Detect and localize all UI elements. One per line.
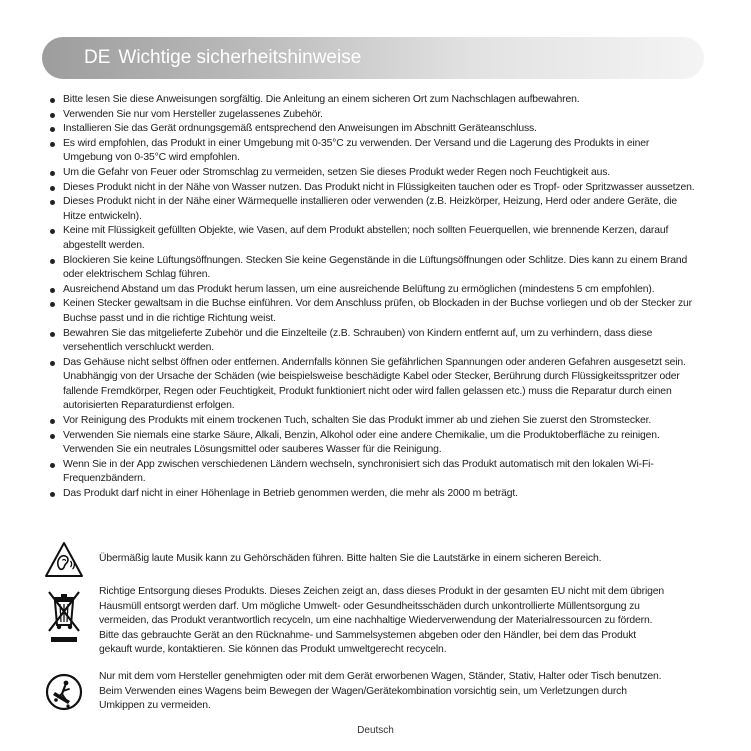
list-item: Verwenden Sie niemals eine starke Säure, Alkali, Benzin, Alkohol oder eine andere Chemikalie, um die Produktoberfläche zu reinigen. Verwenden Sie ein neutrales Lösungsmittel oder sauberes Wasser für die Reinigung. <box>49 429 701 458</box>
list-item: Keine mit Flüssigkeit gefüllten Objekte, wie Vasen, auf dem Produkt abstellen; noch sollten Feuerquellen, wie brennende Kerzen, darauf abgestellt werden. <box>49 224 701 253</box>
weee-text-line: vermeiden, das Produkt verantwortlich recyceln, um eine nachhaltige Wiederverwendung der Materialressourcen zu fördern. <box>99 615 653 627</box>
list-item: Vor Reinigung des Produkts mit einem trockenen Tuch, schalten Sie das Produkt immer ab und ziehen Sie zuerst den Stromstecker. <box>49 414 701 429</box>
weee-text-line: gekauft wurde, kontaktieren. Sie können das Produkt umweltgerecht recyceln. <box>99 644 447 656</box>
list-item: Dieses Produkt nicht in der Nähe einer Wärmequelle installieren oder verwenden (z.B. Heizkörper, Heizung, Herd oder andere Geräte, die Hitze entwickeln). <box>49 195 701 224</box>
cart-tip-over-icon <box>44 672 84 712</box>
cart-text-line: Beim Verwenden eines Wagens beim Bewegen der Wagen/Gerätekombination vorsichtig sein, um Verletzungen durch <box>99 685 627 697</box>
weee-text-line: Bitte das gebrauchte Gerät an den Rücknahme- und Sammelsystemen abgeben oder den Händler, bei dem das Produkt <box>99 629 636 641</box>
list-item: Blockieren Sie keine Lüftungsöffnungen. Stecken Sie keine Gegenstände in die Lüftungsöffnungen oder Schlitze. Dies kann zu einem Brand oder elektrischem Schlag führen. <box>49 254 701 283</box>
weee-text-line: Hausmüll entsorgt werden darf. Um mögliche Umwelt- oder Gesundheitsschäden durch unkontrollierte Müllentsorgung zu <box>99 600 640 612</box>
cart-text-line: Nur mit dem vom Hersteller genehmigten oder mit dem Gerät erworbenen Wagen, Ständer, Stativ, Halter oder Tisch benutzen. <box>99 671 662 682</box>
section-header-banner <box>42 37 704 79</box>
list-item: Um die Gefahr von Feuer oder Stromschlag zu vermeiden, setzen Sie dieses Produkt weder Regen noch Feuchtigkeit aus. <box>49 166 701 181</box>
list-item: Verwenden Sie nur vom Hersteller zugelassenes Zubehör. <box>49 108 701 123</box>
list-item: Ausreichend Abstand um das Produkt herum lassen, um eine ausreichende Belüftung zu ermöglichen (mindestens 5 cm empfohlen). <box>49 283 701 298</box>
hearing-warning-icon <box>44 540 84 580</box>
list-item: Das Produkt darf nicht in einer Höhenlage in Betrieb genommen werden, die mehr als 2000 m beträgt. <box>49 487 701 502</box>
list-item: Wenn Sie in der App zwischen verschiedenen Ländern wechseln, synchronisiert sich das Produkt automatisch mit den lokalen Wi-Fi-Frequenzbändern. <box>49 458 701 487</box>
list-item: Installieren Sie das Gerät ordnungsgemäß entsprechend den Anweisungen im Abschnitt Geräteanschluss. <box>49 122 701 137</box>
page-footer-language: Deutsch <box>357 725 394 736</box>
list-item: Bewahren Sie das mitgelieferte Zubehör und die Einzelteile (z.B. Schrauben) von Kindern entfernt auf, um zu verhindern, dass diese versehentlich verschluckt werden. <box>49 327 701 356</box>
list-item: Keinen Stecker gewaltsam in die Buchse einführen. Vor dem Anschluss prüfen, ob Blockaden in der Buchse vorliegen und ob der Stecker zur Buchse passt und in die richtige Richtung weist. <box>49 297 701 326</box>
list-item: Es wird empfohlen, das Produkt in einer Umgebung mit 0-35°C zu verwenden. Der Versand und die Lagerung des Produkts in einer Umgebung von 0-35°C wird empfohlen. <box>49 137 701 166</box>
cart-text-line: Umkippen zu vermeiden. <box>99 700 211 712</box>
hearing-warning-text: Übermäßig laute Musik kann zu Gehörschäden führen. Bitte halten Sie die Lautstärke in einem sicheren Bereich. <box>99 553 602 564</box>
list-item: Bitte lesen Sie diese Anweisungen sorgfältig. Die Anleitung an einem sicheren Ort zum Nachschlagen aufbewahren. <box>49 93 701 108</box>
page-title: Wichtige sicherheitshinweise <box>118 47 362 68</box>
safety-instructions-list <box>49 93 701 502</box>
list-item: Dieses Produkt nicht in der Nähe von Wasser nutzen. Das Produkt nicht in Flüssigkeiten tauchen oder es Tropf- oder Spritzwasser aussetzen. <box>49 181 701 196</box>
crossed-bin-icon <box>44 585 84 649</box>
weee-text-line: Richtige Entsorgung dieses Produkts. Dieses Zeichen zeigt an, dass dieses Produkt in der gesamten EU nicht mit dem übrigen <box>99 586 665 597</box>
language-code: DE <box>84 47 111 68</box>
list-item: Das Gehäuse nicht selbst öffnen oder entfernen. Andernfalls können Sie gefährlichen Spannungen oder anderen Gefahren ausgesetzt sein. Unabhängig von der Ursache der Schäden (wie beispielsweise beschädigte Kabel oder Stecker, Berührung durch Flüssigkeitsspritzer oder fallende Fremdkörper, Regen oder Feuchtigkeit, Produkt funktioniert nicht oder wird fallen gelassen etc.) muss die Reparatur durch einen autorisierten Reparaturdienst erfolgen. <box>49 356 701 414</box>
